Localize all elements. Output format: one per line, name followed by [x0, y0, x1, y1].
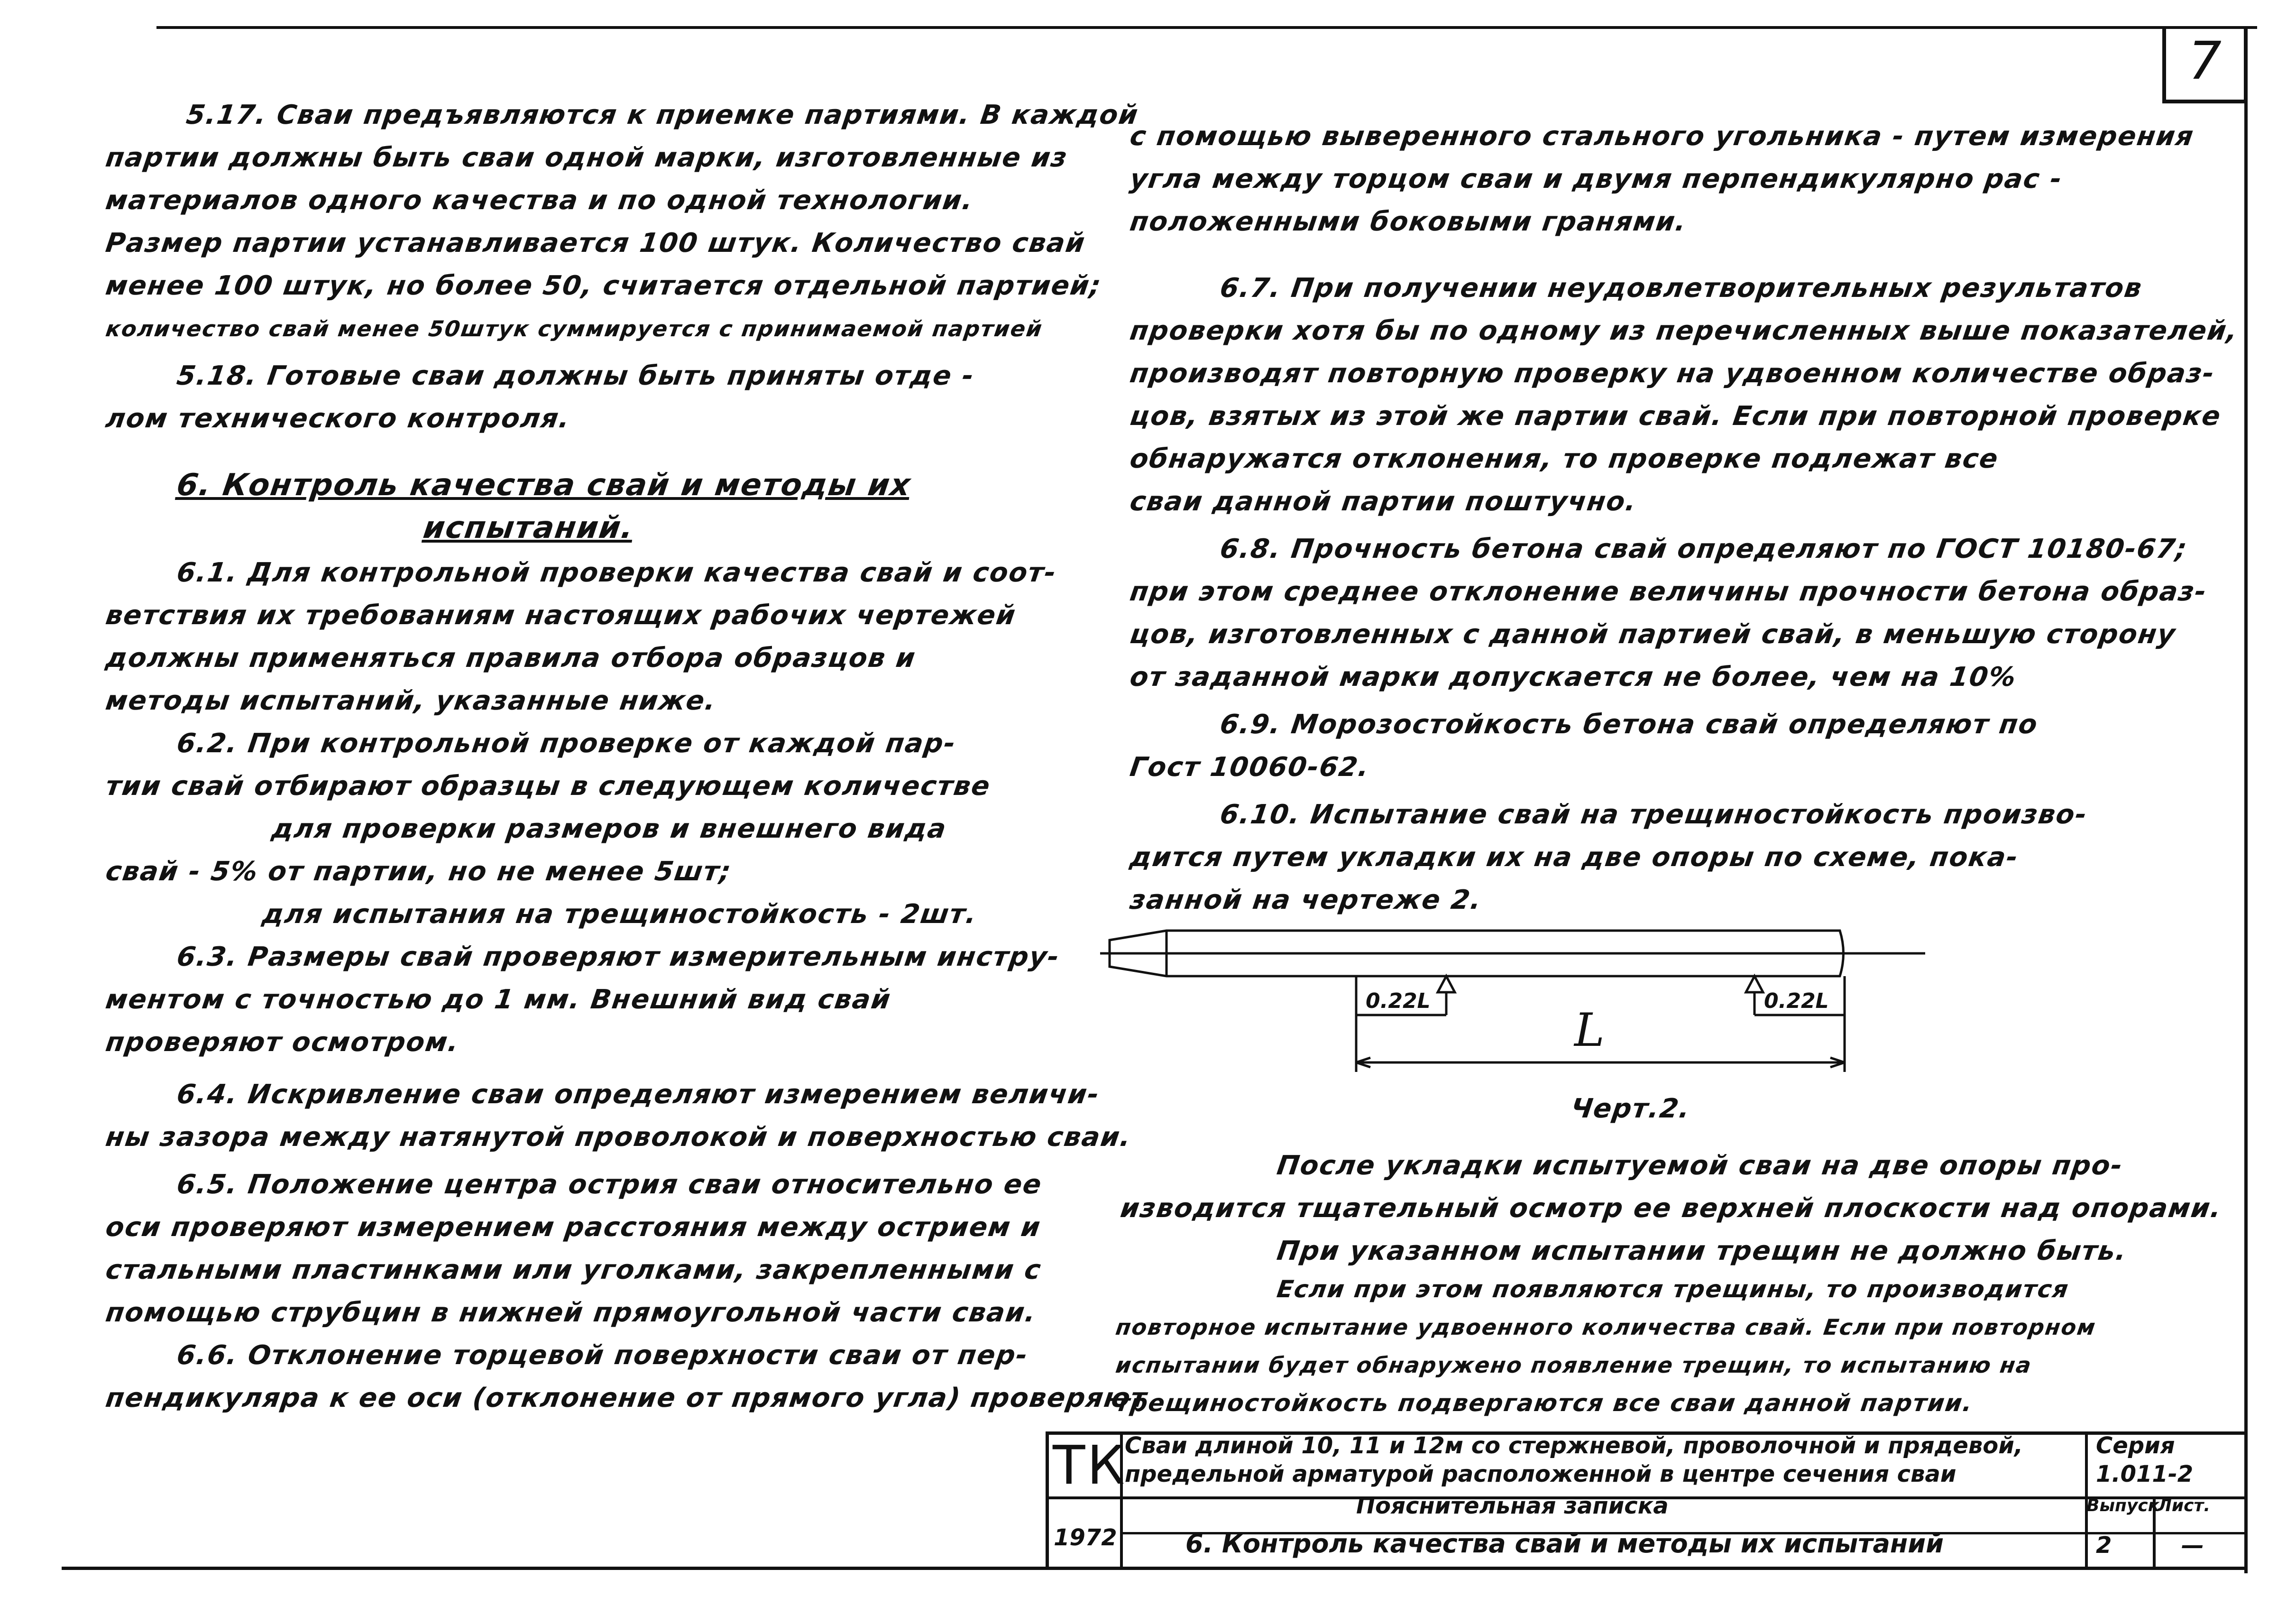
org-code: ТК — [1053, 1435, 1127, 1496]
text-line: менее 100 штук, но более 50, считается отдельной партией; — [103, 270, 1104, 301]
text-line: Если при этом появляются трещины, то производится — [1275, 1275, 2071, 1303]
dim-label-span: L — [1574, 1004, 1605, 1057]
text-line: производят повторную проверку на удвоенном количестве образ- — [1128, 358, 2217, 389]
text-line: 6.7. При получении неудовлетворительных результатов — [1218, 273, 2145, 304]
text-line: 6.6. Отклонение торцевой поверхности сваи от пер- — [174, 1340, 1030, 1371]
text-line: Гост 10060-62. — [1128, 752, 1372, 783]
stamp-doc-title: Пояснительная записка — [1356, 1493, 1669, 1519]
text-line: 6.4. Искривление сваи определяют измерением величи- — [174, 1079, 1102, 1110]
text-line: 6.10. Испытание свай на трещиностойкость произво- — [1218, 799, 2090, 830]
text-line: ментом с точностью до 1 мм. Внешний вид свай — [103, 984, 893, 1015]
text-line: 6.3. Размеры свай проверяют измерительным инстру- — [174, 942, 1062, 972]
top-border-line — [156, 26, 2257, 29]
text-line: сваи данной партии поштучно. — [1128, 486, 1639, 517]
series-value: 1.011-2 — [2096, 1461, 2194, 1487]
text-line: помощью струбцин в нижней прямоугольной части сваи. — [103, 1297, 1038, 1328]
text-line: лом технического контроля. — [103, 403, 572, 434]
text-line: После укладки испытуемой сваи на две опоры про- — [1275, 1150, 2125, 1181]
stamp-title-line1: Сваи длиной 10, 11 и 12м со стержневой, проволочной и прядевой, — [1125, 1432, 2023, 1459]
text-line: угла между торцом сваи и двумя перпендикулярно рас - — [1128, 164, 2065, 194]
dim-label-right: 0.22L — [1764, 989, 1829, 1013]
text-line: партии должны быть сваи одной марки, изготовленные из — [103, 142, 1070, 173]
text-line: испытании будет обнаружено появление трещин, то испытанию на — [1114, 1352, 2034, 1378]
text-line: стальными пластинками или уголками, закрепленными с — [103, 1255, 1044, 1285]
text-line: при этом среднее отклонение величины прочности бетона образ- — [1128, 576, 2209, 607]
text-line: ны зазора между натянутой проволокой и поверхностью сваи. — [103, 1122, 1134, 1153]
text-line: трещиностойкость подвергаются все сваи данной партии. — [1114, 1389, 1975, 1417]
text-line: проверяют осмотром. — [103, 1027, 461, 1058]
sheet-label: Лист. — [2158, 1496, 2211, 1515]
text-line: 6.5. Положение центра острия сваи относительно ее — [174, 1169, 1044, 1200]
text-line: методы испытаний, указанные ниже. — [103, 685, 718, 716]
text-line: должны применяться правила отбора образцов и — [103, 643, 918, 674]
sheet-value: — — [2181, 1532, 2204, 1559]
stamp-year: 1972 — [1054, 1524, 1117, 1551]
text-line: от заданной марки допускается не более, чем на 10% — [1128, 662, 2019, 692]
page-number: 7 — [2162, 28, 2248, 103]
text-line: При указанном испытании трещин не должно быть. — [1275, 1236, 2130, 1266]
text-line: для испытания на трещиностойкость - 2шт. — [260, 899, 980, 930]
support-right — [1746, 976, 1763, 992]
section-heading: 6. Контроль качества свай и методы их — [174, 468, 914, 503]
text-line: с помощью выверенного стального угольника - путем измерения — [1128, 121, 2196, 152]
text-line: 6.9. Морозостойкость бетона свай определяют по — [1218, 709, 2040, 740]
text-line: ветствия их требованиям настоящих рабочих чертежей — [103, 600, 1018, 631]
dim-label-left: 0.22L — [1366, 989, 1431, 1013]
pile-test-diagram — [1100, 901, 1930, 1100]
text-line: 6.2. При контрольной проверке от каждой пар- — [174, 728, 958, 759]
text-line: 6.8. Прочность бетона свай определяют по ГОСТ 10180-67; — [1218, 534, 2190, 564]
text-line: занной на чертеже 2. — [1128, 885, 1484, 915]
text-line: цов, взятых из этой же партии свай. Если при повторной проверке — [1128, 401, 2223, 432]
support-left — [1438, 976, 1455, 992]
text-line: положенными боковыми гранями. — [1128, 206, 1689, 237]
text-line: дится путем укладки их на две опоры по схеме, пока- — [1128, 842, 2021, 873]
text-line: тии свай отбирают образцы в следующем количестве — [103, 771, 993, 802]
text-line: проверки хотя бы по одному из перечисленных выше показателей, — [1128, 315, 2241, 346]
text-line: количество свай менее 50штук суммируется с принимаемой партией — [104, 316, 1045, 342]
text-line: свай - 5% от партии, но не менее 5шт; — [103, 856, 734, 887]
text-line: изводится тщательный осмотр ее верхней плоскости над опорами. — [1118, 1193, 2224, 1224]
section-heading-cont: испытаний. — [421, 510, 636, 545]
figure-caption: Черт.2. — [1569, 1093, 1693, 1124]
text-line: для проверки размеров и внешнего вида — [269, 813, 949, 844]
stamp-title-line2: предельной арматурой расположенной в центре сечения сваи — [1125, 1461, 1956, 1487]
text-line: 5.17. Сваи предъявляются к приемке партиями. В каждой — [184, 100, 1141, 130]
issue-label: Выпуск — [2086, 1496, 2160, 1515]
issue-value: 2 — [2096, 1532, 2112, 1559]
text-line: обнаружатся отклонения, то проверке подлежат все — [1128, 443, 2001, 474]
text-line: повторное испытание удвоенного количества свай. Если при повторном — [1114, 1314, 2098, 1340]
text-line: Размер партии устанавливается 100 штук. Количество свай — [103, 228, 1088, 258]
right-border-line — [2244, 26, 2248, 1573]
text-line: цов, изготовленных с данной партией свай, в меньшую сторону — [1128, 619, 2178, 650]
text-line: 6.1. Для контрольной проверки качества свай и соот- — [174, 557, 1059, 588]
text-line: оси проверяют измерением расстояния между острием и — [103, 1212, 1043, 1243]
text-line: пендикуляра к ее оси (отклонение от прямого угла) проверяют — [103, 1383, 1149, 1413]
text-line: материалов одного качества и по одной технологии. — [103, 185, 976, 216]
text-line: 5.18. Готовые сваи должны быть приняты отде - — [174, 360, 977, 391]
series-label: Серия — [2096, 1432, 2175, 1459]
stamp-section-title: 6. Контроль качества свай и методы их испытаний — [1185, 1529, 1944, 1559]
